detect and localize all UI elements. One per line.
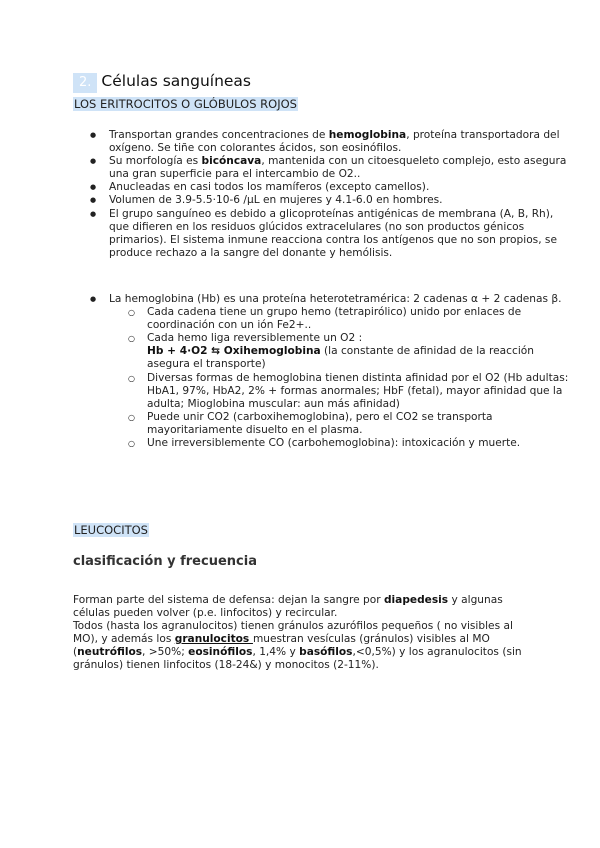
hemoglobina-sublist bbox=[109, 306, 569, 450]
sub-list-item: ○ Une irreversiblemente CO (carbohemoglobina): intoxicación y muerte. bbox=[147, 437, 569, 450]
leucocitos-paragraph: Forman parte del sistema de defensa: dejan la sangre por diapedesis y algunas células pueden volver (p.e. linfocitos) y recircular. Todos (hasta los agranulocitos) tienen gránulos azurófilos pequeños ( no visibles al MO), y además los granulocitos muestran vesículas (gránulos) visibles al MO (neutrófilos, >50%; eosinófilos, 1,4% y basófilos,<0,5%) y los agranulocitos (sin gránulos) tienen linfocitos (18-24&) y monocitos (2-11%). bbox=[73, 594, 522, 672]
hemoglobina-list bbox=[73, 293, 569, 450]
sub-list-item: ○ Puede unir CO2 (carboxihemoglobina), pero el CO2 se transporta mayoritariamente disuelto en el plasma. bbox=[147, 411, 569, 437]
hemoglobina-intro: La hemoglobina (Hb) es una proteína heterotetramérica: 2 cadenas α + 2 cadenas β. bbox=[109, 293, 562, 305]
section-number: 2. bbox=[73, 73, 97, 93]
list-item bbox=[109, 293, 569, 450]
eritrocitos-list bbox=[73, 129, 569, 260]
list-item: ● Volumen de 3.9-5.5·10-6 /μL en mujeres y 4.1-6.0 en hombres. bbox=[109, 194, 569, 207]
sub-list-item: ○ Cada cadena tiene un grupo hemo (tetrapirólico) unido por enlaces de coordinación con un ión Fe2+.. bbox=[147, 306, 569, 332]
eritrocitos-heading bbox=[73, 97, 298, 112]
sub-list-item: ○ Diversas formas de hemoglobina tienen distinta afinidad por el O2 (Hb adultas: HbA1, 97%, HbA2, 2% + formas anormales; HbF (fetal), mayor afinidad que la adulta; Mioglobina muscular: aun más afinidad) bbox=[147, 372, 569, 411]
sub-list-item: ○ Cada hemo liga reversiblemente un O2 : Hb + 4·O2 ⇆ Oxihemoglobina (la constante de afinidad de la reacción asegura el transporte) bbox=[147, 332, 569, 371]
list-item: ● El grupo sanguíneo es debido a glicoproteínas antigénicas de membrana (A, B, Rh), que difieren en los residuos glúcidos extracelulares (no son productos génicos primarios). El sistema inmune reacciona contra los antígenos que no son propios, se produce rechazo a la sangre del donante y hemólisis. bbox=[109, 208, 569, 260]
clasificacion-heading: clasificación y frecuencia bbox=[73, 554, 257, 569]
list-item: ● Anucleadas en casi todos los mamíferos (excepto camellos). bbox=[109, 181, 569, 194]
section-title-text: Células sanguíneas bbox=[101, 72, 252, 90]
list-item: ● Su morfología es bicóncava, mantenida con un citoesqueleto complejo, esto asegura una gran superficie para el intercambio de O2.. bbox=[109, 155, 569, 181]
eritrocitos-heading-text: LOS ERITROCITOS O GLÓBULOS ROJOS bbox=[74, 97, 297, 111]
leucocitos-heading bbox=[73, 523, 149, 538]
leucocitos-heading-text: LEUCOCITOS bbox=[74, 523, 148, 537]
list-item: ● Transportan grandes concentraciones de hemoglobina, proteína transportadora del oxígeno. Se tiñe con colorantes ácidos, son eosinófilos. bbox=[109, 129, 569, 155]
section-title bbox=[73, 71, 251, 93]
